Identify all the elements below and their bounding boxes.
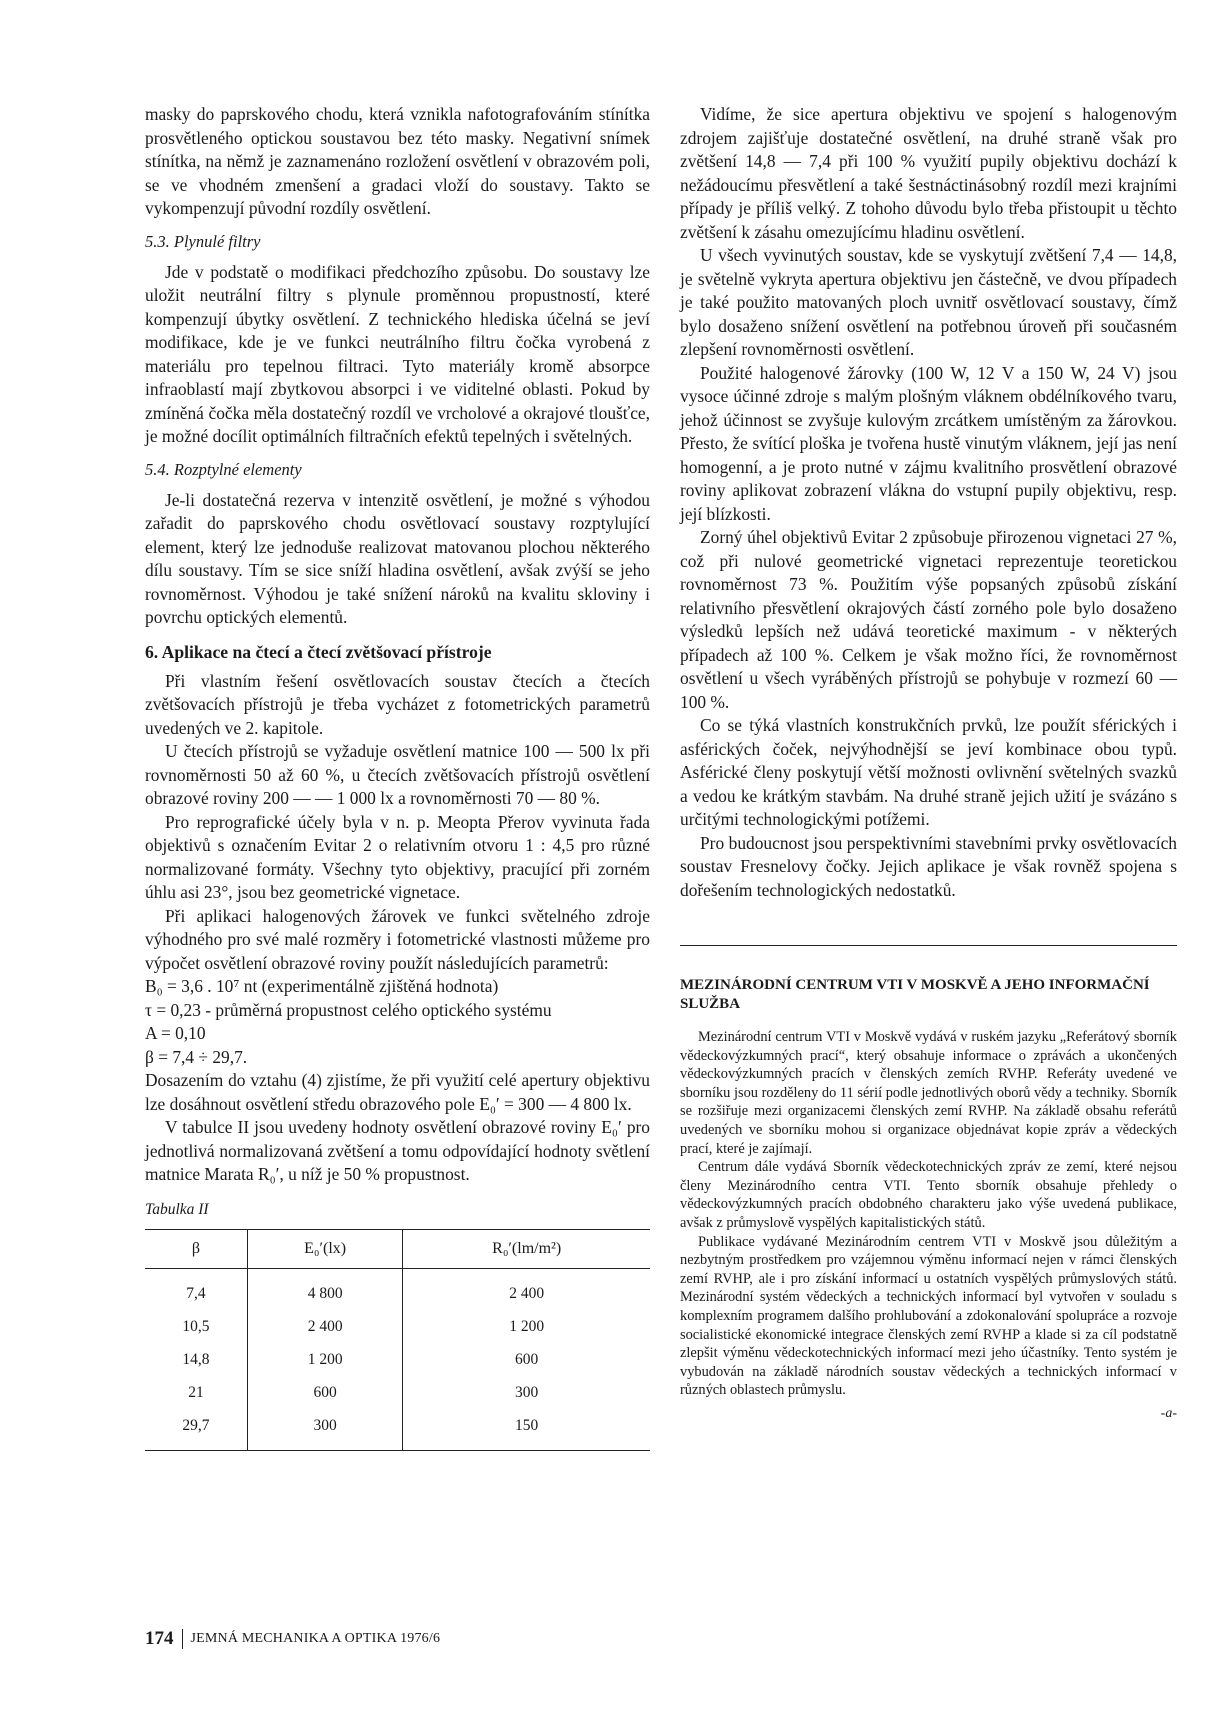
table-cell: 4 800: [247, 1268, 402, 1311]
table-header-beta: β: [145, 1229, 247, 1268]
table-row: [145, 1344, 650, 1377]
paragraph: V tabulce II jsou uvedeny hodnoty osvětlení obrazové roviny E₀′ pro jednotlivá normalizovaná zvětšení a tomu odpovídající hodnoty světlení matnice Marata R₀′, u níž je 50 % propustnost.: [145, 1117, 650, 1184]
table-row: [145, 1410, 650, 1451]
journal-name: JEMNÁ MECHANIKA A OPTIKA 1976/6: [190, 1631, 441, 1646]
news-paragraph: Publikace vydávané Mezinárodním centrem VTI v Moskvě jsou důležitým a nezbytným prostředkem pro vzájemnou výměnu informací nejen v rámci členských zemí RVHP, ale i pro získání informací u ostatních vyspělých průmyslových států. Mezinárodní systém vědeckých a technických informací byl vytvořen v souladu s komplexním programem dalšího prohlubování a zdokonalování spolupráce a rozvoje socialistické ekonomické integrace členských zemí RVHP a klade si za cíl podstatně zlepšit výměnu vědeckotechnických informací mezi jeho účastníky. Tento systém je vybudován na základě národních soustav vědeckých a technických informací v různých oblastech průmyslu.: [680, 1233, 1177, 1399]
paragraph: Jde v podstatě o modifikaci předchozího způsobu. Do soustavy lze uložit neutrální filtry s plynule proměnnou propustností, které kompenzují úbytky osvětlení. Z technického hlediska účelná se jeví modifikace, kde je ve funkci neutrálního filtru čočka vyrobená z materiálu pro tepelnou filtraci. Tyto materiály kromě absorpce infraoblastí mají zbytkovou absorpci i ve viditelné oblasti. Pokud by zmíněná čočka měla dostatečný rozdíl ve vrcholové a okrajové tloušťce, je možné docílit optimálních filtračních efektů tepelných i světelných.: [145, 261, 650, 446]
table-cell: 1 200: [247, 1344, 402, 1377]
paragraph: Zorný úhel objektivů Evitar 2 způsobuje přirozenou vignetaci 27 %, což při nulové geometrické vignetaci reprezentuje teoretickou rovnoměrnost 73 %. Použitím výše popsaných způsobů získání relativního přesvětlení okrajových částí zorného pole bylo dosaženo výsledků lepších než udává teoretické maximum - v některých případech až 100 %. Celkem je však možno říci, že rovnoměrnost osvětlení u všech vyráběných přístrojů se pohybuje v rozmezí 60 — 100 %.: [680, 527, 1177, 712]
table-cell: 10,5: [182, 1318, 210, 1335]
paragraph: U všech vyvinutých soustav, kde se vyskytují zvětšení 7,4 — 14,8, je světelně vykryta apertura objektivu jen částečně, ve dvou případech je také použito matovaných ploch uvnitř osvětlovací soustavy, čímž bylo dosaženo snížení osvětlení na potřebnou úroveň při současném zlepšení rovnoměrnosti osvětlení.: [680, 245, 1177, 359]
paragraph: Při aplikaci halogenových žárovek ve funkci světelného zdroje výhodného pro své malé rozměry i fotometrické vlastnosti můžeme pro výpočet osvětlení obrazové roviny použít následujících parametrů:: [145, 905, 650, 973]
news-paragraph: Centrum dále vydává Sborník vědeckotechnických zpráv ze zemí, které nejsou členy Mezinárodního centra VTI. Tento sborník obsahuje přehledy o vědeckovýzkumných pracích obdobného charakteru jako výše uvedená publikace, avšak z průmyslově vyspělých kapitalistických států.: [680, 1159, 1177, 1231]
table-row: [145, 1268, 650, 1311]
equation-transmittance: τ = 0,23 - průměrná propustnost celého optického systému: [145, 999, 552, 1020]
paragraph: Použité halogenové žárovky (100 W, 12 V a 150 W, 24 V) jsou vysoce účinné zdroje s malým plošným vláknem obdélníkového tvaru, jehož účinnost se zvyšuje kulovým zrcátkem umístěným za žárovkou. Přesto, že svítící ploška je tvořena hustě vinutým vláknem, její jas není homogenní, a je proto nutné v zájmu kvalitního prosvětlení obrazové roviny aplikovat zobrazení vlákna do vstupní pupily objektivu, resp. její blízkosti.: [680, 362, 1177, 524]
table-cell: 2 400: [247, 1311, 402, 1344]
table-cell: 14,8: [182, 1351, 210, 1368]
table-header-luminance: R₀′(lm/m²): [403, 1229, 650, 1268]
table-row: [145, 1377, 650, 1410]
table-caption: Tabulka II: [145, 1200, 209, 1218]
equation-luminance: B₀ = 3,6 . 10⁷ nt (experimentálně zjištěná hodnota): [145, 976, 499, 996]
paragraph: Dosazením do vztahu (4) zjistíme, že při využití celé apertury objektivu lze dosáhnout osvětlení středu obrazového pole E₀′ = 300 — 4 800 lx.: [145, 1070, 650, 1114]
news-box: [680, 976, 1177, 1422]
data-table: [145, 1229, 650, 1451]
paragraph: Co se týká vlastních konstrukčních prvků, lze použít sférických i asférických čoček, nejvýhodnější se jeví kombinace obou typů. Asférické členy poskytují větší možnosti ovlivnění světelných svazků a vedou ke krátkým stavbám. Na druhé straně jejich užití je svázáno s určitými technologickými potížemi.: [680, 715, 1177, 829]
news-paragraph: Mezinárodní centrum VTI v Moskvě vydává v ruském jazyku „Referátový sborník vědeckovýzkumných prací“, který obsahuje informace o zprávách a ukončených vědeckovýzkumných pracích v členských zemích RVHP. Referáty uvedené ve sborníku jsou rozděleny do 11 sérií podle jednotlivých oborů vědy a techniky. Sborník se rozšiřuje mezi organizacemi členských zemí RVHP. Na základě obsahu referátů uvedených ve sborníku mohou si organizace objednávat kopie zpráv a vědeckých prací, které je zajímají.: [680, 1029, 1177, 1157]
paragraph: U čtecích přístrojů se vyžaduje osvětlení matnice 100 — 500 lx při rovnoměrnosti 50 až 60 %, u čtecích zvětšovacích přístrojů osvětlení obrazové roviny 200 — — 1 000 lx a rovnoměrnosti 70 — 80 %.: [145, 741, 650, 808]
subsection-heading-5-4: 5.4. Rozptylné elementy: [145, 459, 302, 479]
left-column: [145, 103, 650, 1451]
divider: [680, 945, 1177, 946]
news-heading: MEZINÁRODNÍ CENTRUM VTI V MOSKVĚ A JEHO INFORMAČNÍ SLUŽBA: [680, 977, 1150, 1012]
paragraph: masky do paprskového chodu, která vznikla nafotografováním stínítka prosvětleného optickou soustavou bez této masky. Negativní snímek stínítka, na němž je zaznamenáno rozložení osvětlení v obrazovém poli, se ve vhodném zmenšení a gradaci vloží do soustavy. Takto se vykompenzují původní rozdíly osvětlení.: [145, 104, 650, 218]
table-cell: 600: [247, 1377, 402, 1410]
author-signature: -a-: [1160, 1405, 1177, 1421]
paragraph: Pro reprografické účely byla v n. p. Meopta Přerov vyvinuta řada objektivů s označením Evitar 2 o relativním otvoru 1 : 4,5 pro různé normalizované formáty. Všechny tyto objektivy, pracující při zorném úhlu asi 23°, jsou bez geometrické vignetace.: [145, 811, 650, 902]
table-cell: 300: [247, 1410, 402, 1451]
paragraph: Pro budoucnost jsou perspektivními stavebními prvky osvětlovacích soustav Fresnelovy čočky. Jejich aplikace je však rovněž spojena s dořešením technologických nedostatků.: [680, 832, 1177, 900]
table-cell: 600: [403, 1344, 650, 1377]
table-cell: 1 200: [403, 1311, 650, 1344]
paragraph: Vidíme, že sice apertura objektivu ve spojení s halogenovým zdrojem zajišťuje dostatečné osvětlení, na druhé straně však pro zvětšení 14,8 — 7,4 při 100 % využití pupily objektivu dochází k nežádoucímu přesvětlení a také šestnáctinásobný rozdíl mezi krajními případy je příliš velký. Z tohoho důvodu bylo třeba přistoupit u těchto zvětšení k zásahu omezujícímu hladinu osvětlení.: [680, 104, 1177, 242]
section-heading-6: 6. Aplikace na čtecí a čtecí zvětšovací přístroje: [145, 641, 492, 662]
paragraph: Je-li dostatečná rezerva v intenzitě osvětlení, je možné s výhodou zařadit do paprskového chodu osvětlovací soustavy rozptylující element, který lze jednoduše realizovat matovanou plochou některého dílu soustavy. Tím se sice sníží hladina osvětlení, avšak zvýší se jeho rovnoměrnost. Výhodou je také snížení nároků na kvalitu skloviny i povrchu optických elementů.: [145, 489, 650, 627]
page-number: 174: [145, 1628, 174, 1649]
table-cell: 7,4: [186, 1285, 206, 1302]
right-column: [680, 103, 1177, 1422]
page-footer: [145, 1628, 440, 1650]
table-header-illuminance: E₀′(lx): [247, 1229, 402, 1268]
subsection-heading-5-3: 5.3. Plynulé filtry: [145, 231, 261, 251]
table-cell: 29,7: [145, 1410, 247, 1451]
footer-separator: [182, 1629, 183, 1649]
equation-aperture: A = 0,10: [145, 1023, 206, 1043]
paragraph: Při vlastním řešení osvětlovacích soustav čtecích a čtecích zvětšovacích přístrojů je třeba vycházet z fotometrických parametrů uvedených ve 2. kapitole.: [145, 670, 650, 738]
table-cell: 150: [403, 1410, 650, 1451]
table-header-row: [145, 1229, 650, 1268]
table-cell: 2 400: [403, 1268, 650, 1311]
table-cell: 300: [403, 1377, 650, 1410]
table-cell: 21: [188, 1384, 204, 1401]
table-row: [145, 1311, 650, 1344]
equation-magnification: β = 7,4 ÷ 29,7.: [145, 1046, 248, 1067]
